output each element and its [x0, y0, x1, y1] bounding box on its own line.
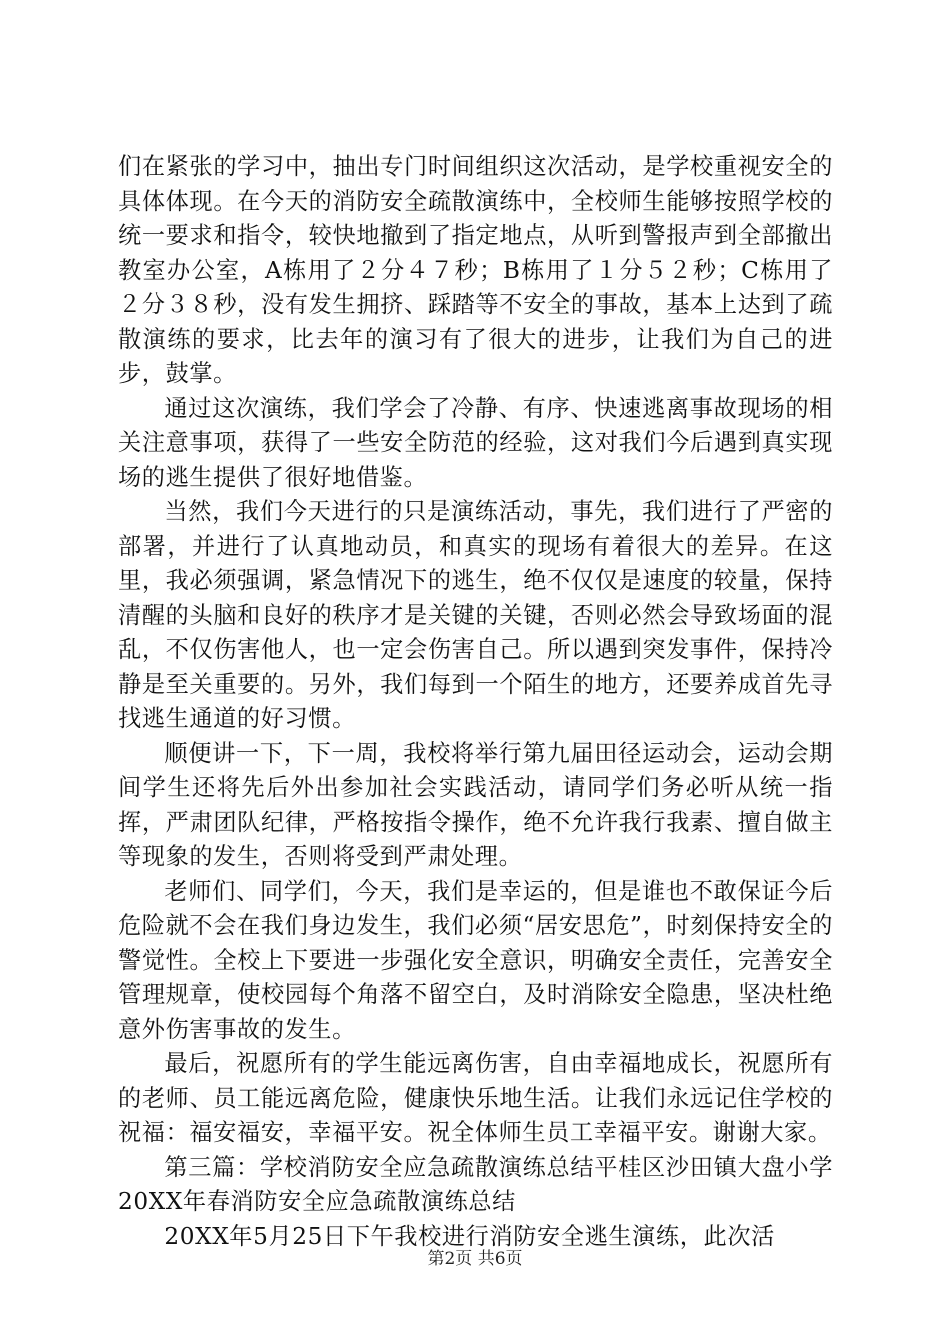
page-footer: 第2页 共6页: [427, 1249, 523, 1269]
paragraph-5: 老师们、同学们，今天，我们是幸运的，但是谁也不敢保证今后危险就不会在我们身边发生，我们必须“居安思危”，时刻保持安全的警觉性。全校上下要进一步强化安全意识，明确安全责任，完善安全管理规章，使校园每个角落不留空白，及时消除安全隐患，坚决杜绝意外伤害事故的发生。: [118, 877, 833, 1043]
paragraph-8: 20XX年5月25日下午我校进行消防安全逃生演练，此次活: [164, 1222, 775, 1250]
document-body: [118, 150, 833, 1254]
paragraph-6: 最后，祝愿所有的学生能远离伤害，自由幸福地成长，祝愿所有的老师、员工能远离危险，健康快乐地生活。让我们永远记住学校的祝福：福安福安，幸福平安。祝全体师生员工幸福平安。谢谢大家。: [118, 1050, 833, 1146]
section-heading: 第三篇：学校消防安全应急疏散演练总结平桂区沙田镇大盘小学20XX年春消防安全应急疏散演练总结: [118, 1153, 833, 1215]
paragraph-4: 顺便讲一下，下一周，我校将举行第九届田径运动会，运动会期间学生还将先后外出参加社会实践活动，请同学们务必听从统一指挥，严肃团队纪律，严格按指令操作，绝不允许我行我素、擅自做主等现象的发生，否则将受到严肃处理。: [118, 739, 833, 870]
paragraph-3: 当然，我们今天进行的只是演练活动，事先，我们进行了严密的部署，并进行了认真地动员，和真实的现场有着很大的差异。在这里，我必须强调，紧急情况下的逃生，绝不仅仅是速度的较量，保持清醒的头脑和良好的秩序才是关键的关键，否则必然会导致场面的混乱，不仅伤害他人，也一定会伤害自己。所以遇到突发事件，保持冷静是至关重要的。另外，我们每到一个陌生的地方，还要养成首先寻找逃生通道的好习惯。: [118, 498, 833, 732]
paragraph-2: 通过这次演练，我们学会了冷静、有序、快速逃离事故现场的相关注意事项，获得了一些安全防范的经验，这对我们今后遇到真实现场的逃生提供了很好地借鉴。: [118, 394, 833, 491]
paragraph-1: 们在紧张的学习中，抽出专门时间组织这次活动，是学校重视安全的具体体现。在今天的消防安全疏散演练中，全校师生能够按照学校的统一要求和指令，较快地撤到了指定地点，从听到警报声到全部撤出教室办公室，A栋用了２分４７秒；B栋用了１分５２秒；C栋用了２分３８秒，没有发生拥挤、踩踏等不安全的事故，基本上达到了疏散演练的要求，比去年的演习有了很大的进步，让我们为自己的进步，鼓掌。: [118, 153, 833, 387]
